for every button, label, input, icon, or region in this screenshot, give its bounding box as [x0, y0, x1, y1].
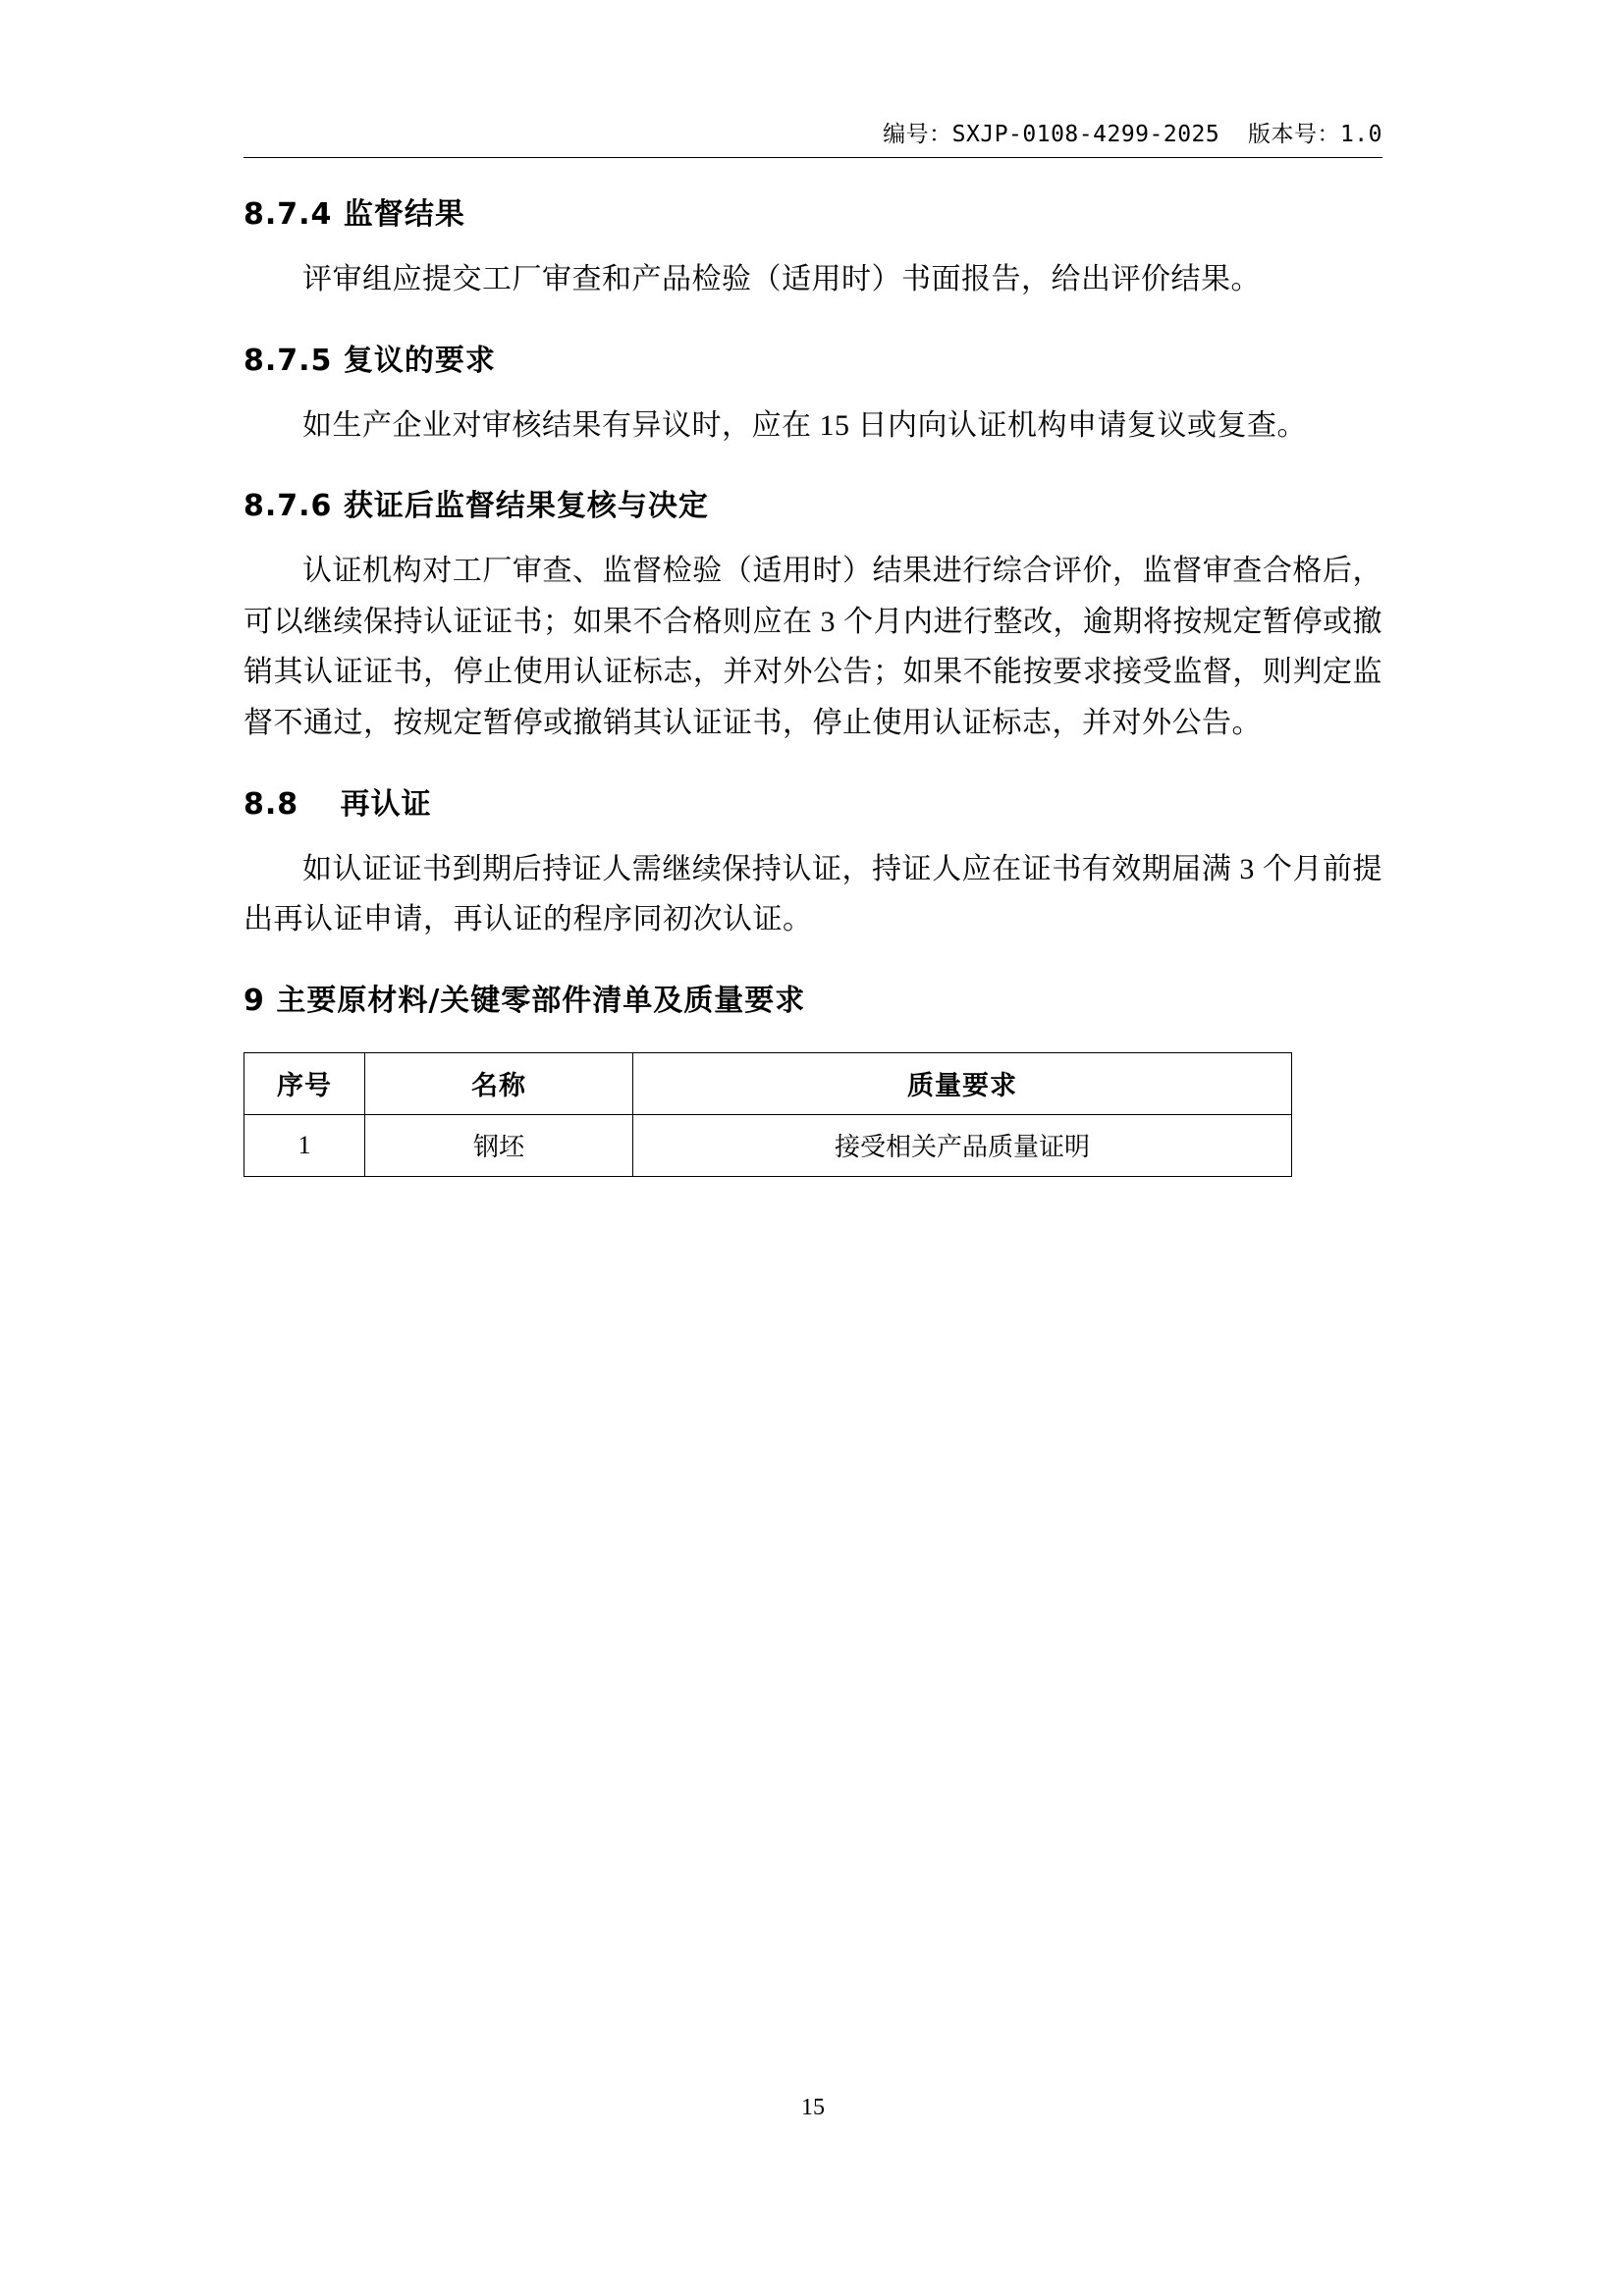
table-cell-requirement: 接受相关产品质量证明	[633, 1114, 1292, 1176]
paragraph-8-7-6: 认证机构对工厂审查、监督检验（适用时）结果进行综合评价，监督审查合格后，可以继续保持认证证书；如果不合格则应在 3 个月内进行整改，逾期将按规定暂停或撤销其认证证书，停止使用认证标志，并对外公告；如果不能按要求接受监督，则判定监督不通过，按规定暂停或撤销其认证证书，停止使用认证标志，并对外公告。	[244, 555, 1382, 739]
paragraph-8-7-4: 评审组应提交工厂审查和产品检验（适用时）书面报告，给出评价结果。	[302, 263, 1261, 295]
table-row	[244, 1114, 1292, 1176]
table-header-row	[244, 1052, 1292, 1114]
table-header-seq: 序号	[244, 1052, 365, 1114]
paragraph-8-8: 如认证证书到期后持证人需继续保持认证，持证人应在证书有效期届满 3 个月前提出再认证申请，再认证的程序同初次认证。	[244, 852, 1382, 936]
section-heading-8-7-5: 8.7.5 复议的要求	[244, 343, 496, 378]
header-divider	[244, 157, 1382, 158]
table-header-requirement: 质量要求	[633, 1052, 1292, 1114]
document-header-code: 编号：SXJP-0108-4299-2025 版本号：1.0	[883, 122, 1382, 147]
table-header-name: 名称	[365, 1052, 633, 1114]
section-heading-8-7-6: 8.7.6 获证后监督结果复核与决定	[244, 489, 709, 524]
section-heading-8-7-4: 8.7.4 监督结果	[244, 197, 465, 232]
paragraph-8-7-5: 如生产企业对审核结果有异议时，应在 15 日内向认证机构申请复议或复查。	[302, 408, 1307, 442]
document-body	[244, 192, 1382, 1177]
table-cell-name: 钢坯	[365, 1114, 633, 1176]
section-heading-9: 9 主要原材料/关键零部件清单及质量要求	[244, 983, 806, 1018]
page-content	[244, 0, 1382, 2296]
materials-table	[244, 1052, 1292, 1177]
table-cell-seq: 1	[244, 1114, 365, 1176]
materials-table-wrapper	[244, 1052, 1382, 1177]
section-heading-8-8: 8.8 再认证	[244, 786, 432, 822]
page-number: 15	[801, 2095, 825, 2120]
